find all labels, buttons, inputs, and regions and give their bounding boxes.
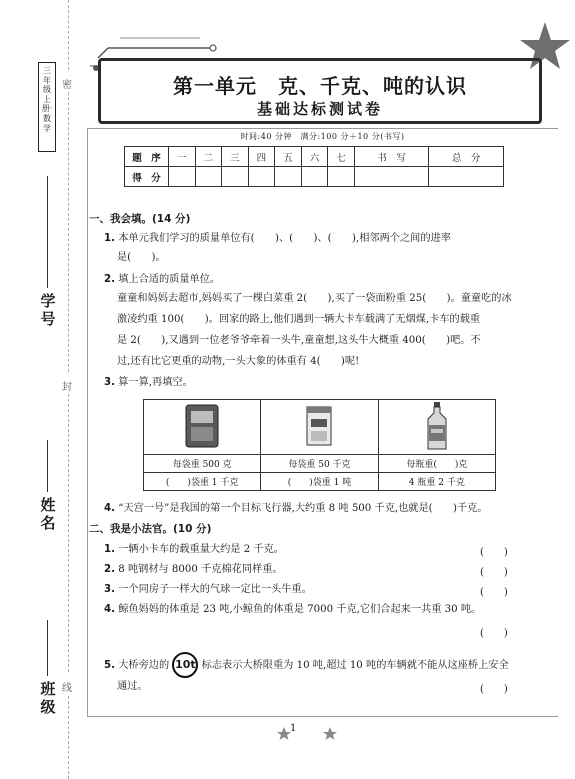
q3-image-cell (261, 400, 378, 455)
content-frame-bottom (87, 716, 558, 717)
q3-image-cell (378, 400, 495, 455)
judge-text: 一辆小卡车的载重量大约是 2 千克。 (118, 544, 284, 555)
score-table (124, 146, 504, 187)
judge-text: 8 吨钢材与 8000 千克棉花同样重。 (118, 564, 283, 575)
judge-text: 鲸鱼妈妈的体重是 23 吨,小鲸鱼的体重是 7000 千克,它们合起来一共重 30 吨。 (118, 604, 482, 615)
score-header-cell: 四 (248, 147, 275, 167)
judge-text: 标志表示大桥限重为 10 吨,超过 10 吨的车辆就不能从这座桥上安全 (201, 660, 509, 671)
q2-paragraph-line: 激凌约重 100( )。回家的路上,他们遇到一辆大卡车载满了无烟煤,卡车的载重 (117, 314, 481, 325)
q3-line (104, 376, 193, 390)
score-cell[interactable] (328, 167, 355, 187)
q4-line (104, 502, 488, 516)
score-header-cell: 总 分 (429, 147, 504, 167)
name-line (47, 440, 48, 492)
dashed-cut-line (68, 696, 69, 779)
score-cell[interactable] (169, 167, 196, 187)
student-id-label: 学号 (40, 292, 56, 328)
judge-item (104, 603, 481, 617)
q1-line1 (104, 232, 451, 246)
exam-info: 时间:40 分钟 满分:100 分＋10 分(书写) (240, 132, 405, 141)
page-number: 1 (290, 723, 297, 734)
judge-item (104, 583, 312, 597)
answer-blank[interactable]: ( ) (480, 628, 508, 639)
q1-number: 1. (104, 233, 115, 244)
score-header-cell: 题 序 (125, 147, 169, 167)
judge-text: 大桥旁边的 (118, 660, 170, 671)
q2-paragraph-line: 童童和妈妈去超市,妈妈买了一棵白菜重 2( ),买了一袋面粉重 25( )。童童吃的冰 (117, 293, 512, 304)
score-header-cell: 一 (169, 147, 196, 167)
q3-cell-text: 每袋重 50 千克 (261, 455, 378, 473)
score-header-cell: 六 (301, 147, 328, 167)
score-cell[interactable] (248, 167, 275, 187)
footer-stars (276, 726, 340, 742)
dashed-cut-line (68, 394, 69, 672)
score-header-cell: 五 (275, 147, 302, 167)
q3-cell-text: ( )袋重 1 千克 (144, 473, 261, 491)
content-frame-left (87, 128, 88, 716)
score-header-cell: 书 写 (354, 147, 429, 167)
judge-number: 2. (104, 564, 115, 575)
judge-number: 5. (104, 660, 115, 671)
q4-text: “天宫一号”是我国的第一个目标飞行器,大约重 8 吨 500 千克,也就是( )千克。 (118, 503, 488, 514)
flour-sack-icon (301, 403, 337, 449)
q3-cell-text: 每瓶重( )克 (378, 455, 495, 473)
weight-limit-sign-text: 10t (175, 658, 196, 671)
q1-line2: 是( )。 (117, 252, 166, 263)
judge-item (104, 543, 284, 557)
name-label: 姓名 (40, 496, 56, 532)
page-subtitle: 基础达标测试卷 (256, 100, 383, 118)
q3-table (143, 399, 496, 491)
score-table-header-row (125, 147, 504, 167)
score-header-cell: 七 (328, 147, 355, 167)
q3-image-cell (144, 400, 261, 455)
q4-number: 4. (104, 503, 115, 514)
bottle-icon (422, 401, 452, 451)
judge-item (104, 652, 509, 678)
bag-icon (182, 403, 222, 449)
q3-number: 3. (104, 377, 115, 388)
answer-blank[interactable]: ( ) (480, 684, 508, 695)
answer-blank[interactable]: ( ) (480, 567, 508, 578)
judge-number: 4. (104, 604, 115, 615)
score-table-score-row (125, 167, 504, 187)
class-line (47, 620, 48, 676)
q3-text: 算一算,再填空。 (118, 377, 193, 388)
seal-char-2: 封 (62, 382, 72, 393)
judge-number: 3. (104, 584, 115, 595)
q3-caption-row (144, 455, 496, 473)
q2-number: 2. (104, 274, 115, 285)
section1-title: 一、我会填。(14 分) (89, 213, 191, 225)
judge-item-continuation: 通过。 (117, 681, 148, 692)
content-frame-top (87, 128, 558, 129)
q3-caption-row (144, 473, 496, 491)
weight-limit-sign-icon (172, 652, 198, 678)
judge-number: 1. (104, 544, 115, 555)
q1-text: 本单元我们学习的质量单位有( )、( )、( ),相邻两个之间的进率 (118, 233, 451, 244)
score-cell[interactable] (275, 167, 302, 187)
q2-paragraph-line: 是 2( ),又遇到一位老爷爷牵着一头牛,童童想,这头牛大概重 400( )吧。不 (117, 335, 481, 346)
class-label: 班级 (40, 680, 56, 716)
judge-item (104, 563, 283, 577)
student-id-line (47, 176, 48, 288)
score-cell[interactable] (354, 167, 429, 187)
q2-paragraph-line: 过,还有比它更重的动物,一头大象的体重有 4( )呢! (117, 356, 360, 367)
q3-cell-text: ( )袋重 1 吨 (261, 473, 378, 491)
score-header-cell: 二 (195, 147, 222, 167)
q3-cell-text: 4 瓶重 2 千克 (378, 473, 495, 491)
section2-title: 二、我是小法官。(10 分) (89, 523, 212, 535)
score-cell[interactable] (429, 167, 504, 187)
answer-blank[interactable]: ( ) (480, 547, 508, 558)
q2-intro-line (104, 273, 220, 287)
score-cell[interactable] (301, 167, 328, 187)
seal-char-3: 线 (62, 683, 72, 694)
q3-image-row (144, 400, 496, 455)
spine-label: 三年级上册·数学 (41, 66, 53, 133)
answer-blank[interactable]: ( ) (480, 587, 508, 598)
q2-intro: 填上合适的质量单位。 (118, 274, 221, 285)
score-cell[interactable] (222, 167, 249, 187)
score-cell[interactable] (195, 167, 222, 187)
score-header-cell: 三 (222, 147, 249, 167)
star-icon (323, 727, 337, 740)
seal-char-1: 密 (62, 80, 72, 91)
judge-text: 一个同房子一样大的气球一定比一头牛重。 (118, 584, 312, 595)
page-title: 第一单元 克、千克、吨的认识 (173, 74, 467, 98)
q3-cell-text: 每袋重 500 克 (144, 455, 261, 473)
star-icon (277, 727, 291, 740)
score-row-label: 得 分 (125, 167, 169, 187)
